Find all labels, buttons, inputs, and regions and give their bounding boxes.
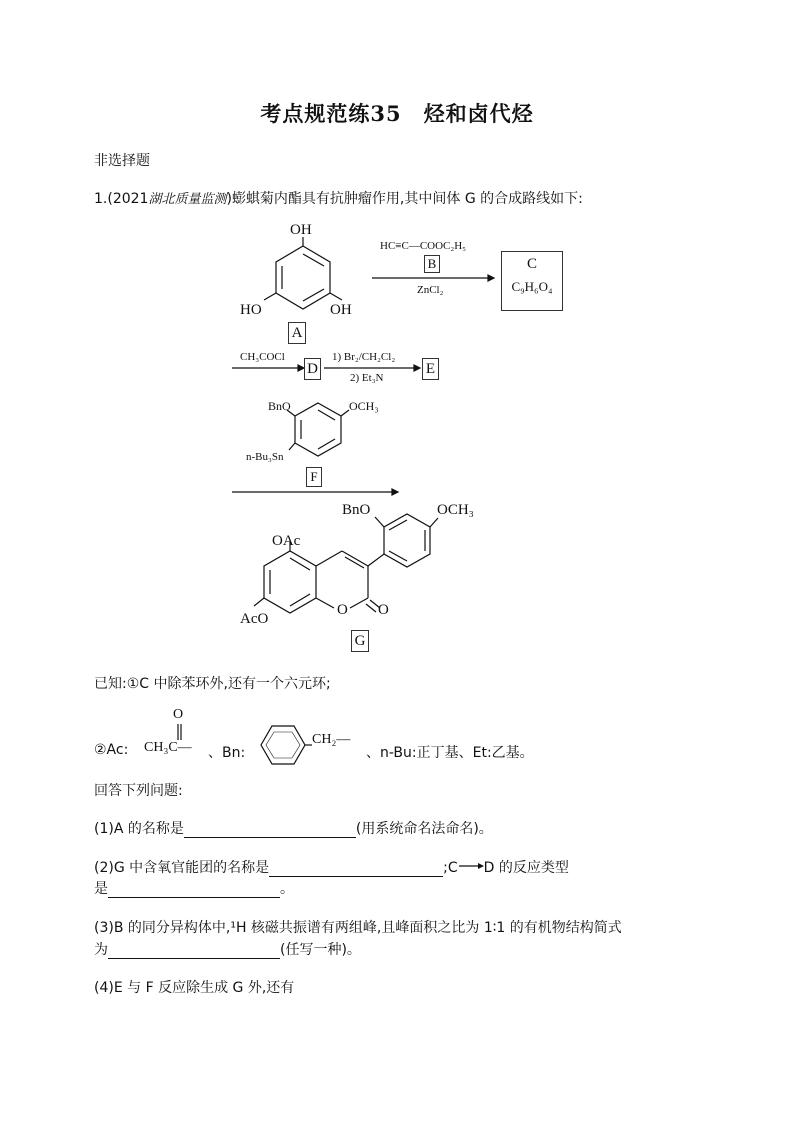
known-ac-oxygen: O [173, 707, 184, 722]
q2-mid-2: D 的反应类型 [483, 860, 569, 876]
compound-a-ring [264, 237, 342, 309]
compound-g-carbonyl-oxygen: O [378, 602, 389, 618]
q2-answer-blank-2[interactable] [108, 897, 280, 898]
answer-prompt: 回答下列问题: [94, 783, 183, 799]
q2-mid: ;C [443, 860, 458, 876]
compound-f-tin: n-Bu₃Sn [246, 451, 284, 463]
compound-g-bno: BnO [342, 502, 371, 518]
q1-answer-blank[interactable] [184, 837, 356, 838]
section-heading: 非选择题 [94, 153, 150, 169]
step3-reagent-bottom: 2) Et₃N [350, 372, 384, 384]
compound-g-label: G [351, 630, 369, 652]
compound-g-structure [254, 514, 438, 613]
page-title: 考点规范练35 烃和卤代烃 [260, 101, 534, 126]
q3-line2-prefix: 为 [94, 942, 108, 958]
question-2-line-2 [94, 878, 294, 898]
compound-f-ring [287, 403, 349, 456]
known-bn-label: 、Bn: [208, 745, 246, 761]
question-1-suffix: )蟛蜞菊内酯具有抗肿瘤作用,其中间体 G 的合成路线如下: [226, 191, 583, 207]
compound-g-aco: AcO [240, 611, 269, 627]
known-line-1: 已知:①C 中除苯环外,还有一个六元环; [94, 676, 331, 692]
compound-f-label: F [306, 467, 322, 487]
compound-a-label: A [288, 322, 306, 344]
question-2-line [94, 857, 569, 877]
step3-reagent-top: 1) Br₂/CH₂Cl₂ [332, 351, 396, 363]
question-1-source: 湖北质量监测 [148, 192, 227, 207]
question-1-line [94, 818, 493, 838]
question-1-prefix: 1.(2021 [94, 191, 149, 207]
compound-a-oh-top: OH [290, 222, 312, 238]
compound-g-och3: OCH₃ [437, 502, 474, 518]
step1-reagent-top: HC≡C—COOC₂H₅ [380, 240, 466, 252]
compound-c-formula: C₉H₆O₄ [511, 279, 553, 294]
q3-answer-blank[interactable] [108, 958, 280, 959]
compound-f-bno: BnO [268, 399, 291, 413]
step1-reagent-b: B [424, 255, 440, 273]
q3-line2-suffix: (任写一种)。 [280, 942, 361, 958]
reaction-arrow-icon [458, 859, 484, 869]
q2-line2-suffix: 。 [280, 881, 294, 897]
compound-f-och3: OCH₃ [349, 399, 379, 413]
question-4-line: (4)E 与 F 反应除生成 G 外,还有 [94, 980, 295, 996]
known-bn-formula: CH₂— [312, 732, 351, 747]
compound-g-ring-oxygen: O [337, 602, 348, 618]
compound-c-box [501, 251, 563, 311]
compound-a-ho-left: HO [240, 302, 262, 318]
known-ac-label: ②Ac: [94, 742, 129, 758]
step1-reagent-bottom: ZnCl₂ [417, 284, 444, 296]
compound-c-label: C [526, 256, 537, 272]
compound-a-oh-right: OH [330, 302, 352, 318]
question-3-line: (3)B 的同分异构体中,¹H 核磁共振谱有两组峰,且峰面积之比为 1∶1 的有机物结构简式 [94, 920, 622, 936]
q2-answer-blank-1[interactable] [269, 876, 443, 877]
compound-e-label: E [422, 358, 439, 380]
known-tail: 、n-Bu:正丁基、Et:乙基。 [366, 745, 534, 761]
q1-prefix: (1)A 的名称是 [94, 821, 184, 837]
compound-g-oac: OAc [272, 533, 301, 549]
step2-reagent: CH₃COCl [240, 351, 285, 363]
q2-line2-prefix: 是 [94, 881, 108, 897]
q2-prefix: (2)G 中含氧官能团的名称是 [94, 860, 270, 876]
q1-suffix: (用系统命名法命名)。 [355, 821, 493, 837]
question-3-line-2 [94, 939, 361, 959]
benzyl-ring [261, 726, 312, 764]
known-ac-formula: CH₃C— [144, 740, 192, 755]
compound-d-label: D [304, 358, 321, 380]
